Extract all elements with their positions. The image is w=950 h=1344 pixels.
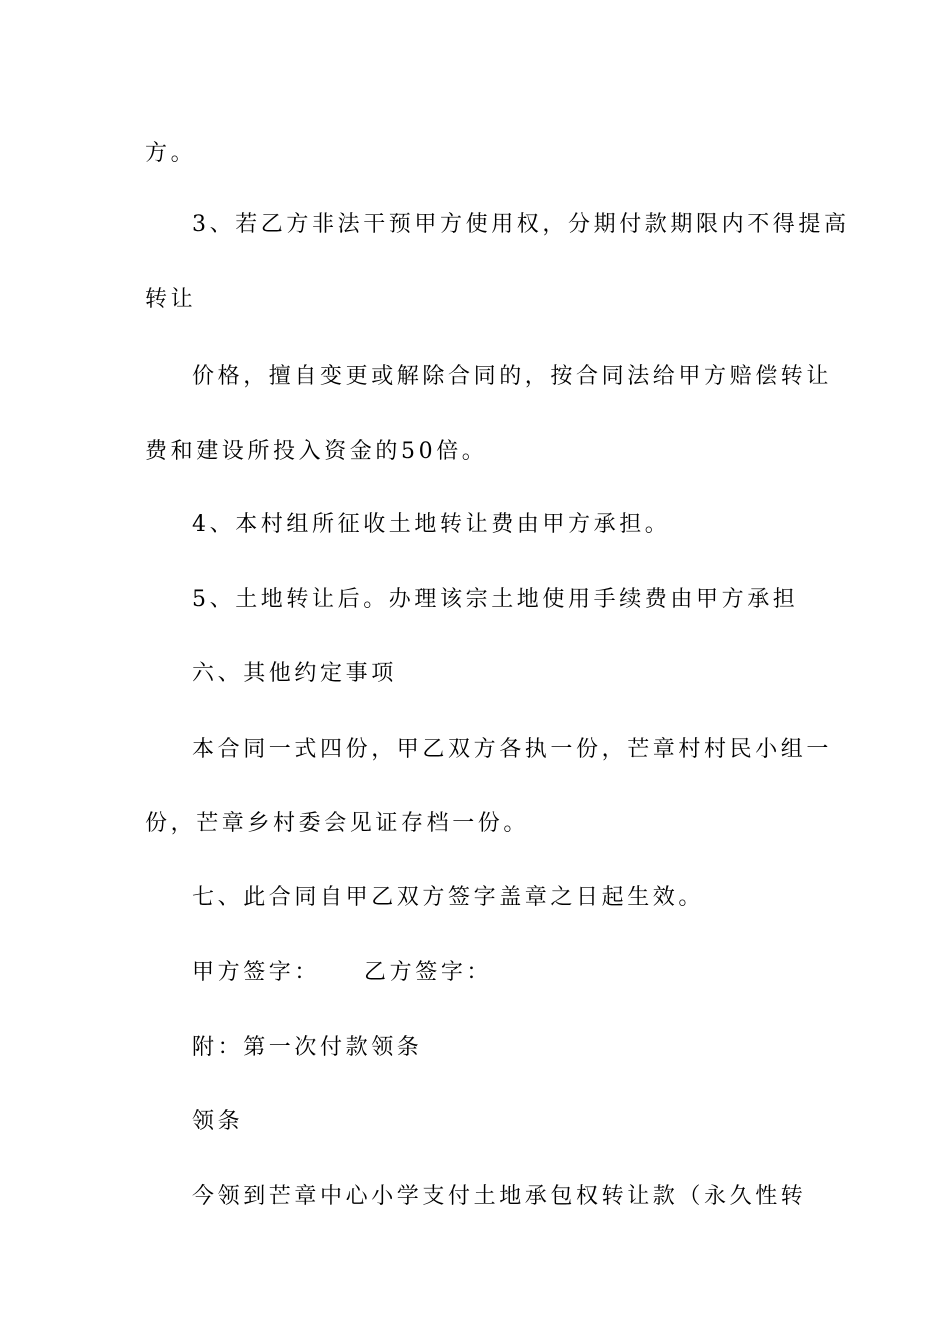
receipt-title: 领条 — [192, 1109, 244, 1134]
text-line: 本合同一式四份，甲乙双方各执一份，芒章村村民小组一 — [192, 737, 833, 762]
text-line: 转让 — [145, 287, 197, 312]
section-heading-7: 七、此合同自甲乙双方签字盖章之日起生效。 — [192, 885, 705, 910]
text-line: 费和建设所投入资金的50倍。 — [145, 439, 488, 464]
attachment-heading: 附：第一次付款领条 — [192, 1035, 423, 1060]
signature-line — [192, 958, 492, 988]
text-line: 价格，擅自变更或解除合同的，按合同法给甲方赔偿转让 — [192, 364, 833, 389]
clause-4: 4、本村组所征收土地转让费由甲方承担。 — [192, 512, 671, 537]
clause-5: 5、土地转让后。办理该宗土地使用手续费由甲方承担 — [192, 587, 799, 612]
party-b-signature-label: 乙方签字： — [364, 960, 493, 985]
text-line: 方。 — [145, 141, 197, 166]
section-heading-6: 六、其他约定事项 — [192, 661, 397, 686]
party-a-signature-label: 甲方签字： — [192, 960, 321, 985]
clause-3: 3、若乙方非法干预甲方使用权，分期付款期限内不得提高 — [192, 212, 850, 237]
text-line: 份，芒章乡村委会见证存档一份。 — [145, 811, 530, 836]
receipt-text: 今领到芒章中心小学支付土地承包权转让款（永久性转 — [192, 1184, 807, 1209]
